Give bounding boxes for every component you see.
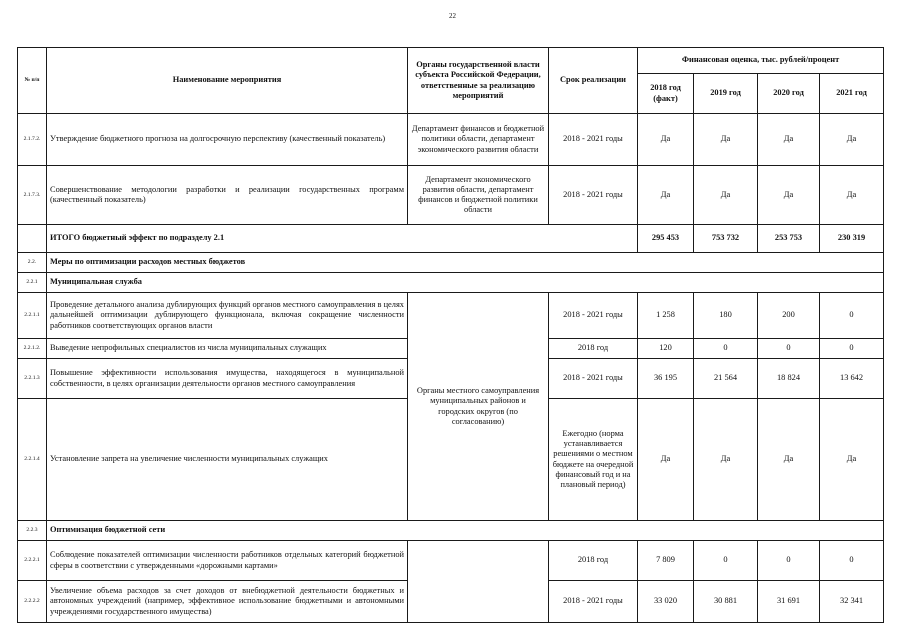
row-num: 2.2.1.4 — [18, 399, 47, 521]
section-num: 2.2.3 — [18, 521, 47, 541]
row-value: 0 — [694, 541, 758, 581]
page-number: 22 — [449, 12, 456, 20]
row-num: 2.2.1.2. — [18, 339, 47, 359]
row-value: 0 — [820, 293, 884, 339]
row-period: 2018 - 2021 годы — [549, 166, 638, 225]
row-value: 0 — [694, 339, 758, 359]
row-num: 2.2.1.3 — [18, 359, 47, 399]
row-value: 7 809 — [638, 541, 694, 581]
row-value: 180 — [694, 293, 758, 339]
row-org: Департамент финансов и бюджетной политики области, департамент экономического развития области — [408, 114, 549, 166]
row-value: 0 — [758, 541, 820, 581]
row-value: 30 881 — [694, 581, 758, 623]
row-value: 18 824 — [758, 359, 820, 399]
total-value: 230 319 — [820, 225, 884, 253]
header-year: 2019 год — [694, 74, 758, 114]
header-name: Наименование мероприятия — [47, 48, 408, 114]
header-year: 2020 год — [758, 74, 820, 114]
row-value: Да — [638, 114, 694, 166]
total-value: 295 453 — [638, 225, 694, 253]
row-period: 2018 - 2021 годы — [549, 114, 638, 166]
header-org: Органы государственной власти субъекта Российской Федерации, ответственные за реализацию мероприятий — [408, 48, 549, 114]
row-name: Утверждение бюджетного прогноза на долгосрочную перспективу (качественный показатель) — [47, 114, 408, 166]
section-title: Меры по оптимизации расходов местных бюджетов — [47, 253, 884, 273]
header-fin: Финансовая оценка, тыс. рублей/процент — [638, 48, 884, 74]
row-value: 200 — [758, 293, 820, 339]
row-value: Да — [638, 166, 694, 225]
row-name: Совершенствование методологии разработки и реализации государственных программ (качественный показатель) — [47, 166, 408, 225]
row-name: Соблюдение показателей оптимизации численности работников отдельных категорий бюджетной сферы в соответствии с утвержденными «дорожными картами» — [47, 541, 408, 581]
total-label: ИТОГО бюджетный эффект по подразделу 2.1 — [47, 225, 638, 253]
row-name: Повышение эффективности использования имущества, находящегося в муниципальной собственности, в целях организации деятельности органов местного самоуправления — [47, 359, 408, 399]
row-period: 2018 - 2021 годы — [549, 581, 638, 623]
header-year: 2018 год (факт) — [638, 74, 694, 114]
section-num: 2.2.1 — [18, 273, 47, 293]
financial-table — [17, 47, 884, 623]
row-name: Проведение детального анализа дублирующих функций органов местного самоуправления в целях дальнейшей оптимизации дублирующего функционала, включая сокращение численности работников соответствующих органов власти — [47, 293, 408, 339]
row-value: 33 020 — [638, 581, 694, 623]
row-value: 0 — [758, 339, 820, 359]
row-period: 2018 год — [549, 541, 638, 581]
header-num: № п/п — [18, 48, 47, 114]
table-row — [18, 293, 884, 339]
row-value: 31 691 — [758, 581, 820, 623]
section-row — [18, 253, 884, 273]
row-num: 2.1.7.3. — [18, 166, 47, 225]
header-year: 2021 год — [820, 74, 884, 114]
total-value: 253 753 — [758, 225, 820, 253]
section-row — [18, 273, 884, 293]
row-name: Выведение непрофильных специалистов из числа муниципальных служащих — [47, 339, 408, 359]
section-row — [18, 521, 884, 541]
row-value: Да — [694, 399, 758, 521]
row-num: 2.2.2.1 — [18, 541, 47, 581]
row-value: 36 195 — [638, 359, 694, 399]
row-value: 21 564 — [694, 359, 758, 399]
section-title: Муниципальная служба — [47, 273, 884, 293]
row-name: Увеличение объема расходов за счет доходов от внебюджетной деятельности бюджетных и автономных учреждений (например, эффективное использование бюджетными и автономными учреждениями государственного имущества) — [47, 581, 408, 623]
table-row — [18, 114, 884, 166]
row-value: Да — [820, 166, 884, 225]
section-num: 2.2. — [18, 253, 47, 273]
row-value: 0 — [820, 541, 884, 581]
row-value: Да — [820, 114, 884, 166]
row-org: Департамент экономического развития области, департамент финансов и бюджетной политики области — [408, 166, 549, 225]
row-value: Да — [694, 114, 758, 166]
row-num: 2.2.1.1 — [18, 293, 47, 339]
row-value: Да — [758, 399, 820, 521]
row-period: 2018 год — [549, 339, 638, 359]
row-period: 2018 - 2021 годы — [549, 359, 638, 399]
row-num: 2.2.2.2 — [18, 581, 47, 623]
row-name: Установление запрета на увеличение численности муниципальных служащих — [47, 399, 408, 521]
header-period: Срок реализации — [549, 48, 638, 114]
merged-org: Органы местного самоуправления муниципальных районов и городских округов (по согласованию) — [408, 293, 549, 521]
row-value: 120 — [638, 339, 694, 359]
table-row — [18, 541, 884, 581]
row-period: Ежегодно (норма устанавливается решениями о местном бюджете на очередной финансовый год и на плановый период) — [549, 399, 638, 521]
table-row — [18, 166, 884, 225]
row-period: 2018 - 2021 годы — [549, 293, 638, 339]
row-value: Да — [694, 166, 758, 225]
row-value: 0 — [820, 339, 884, 359]
org-empty — [408, 541, 549, 623]
header-row — [18, 48, 884, 74]
row-value: Да — [638, 399, 694, 521]
row-value: Да — [758, 114, 820, 166]
row-value: Да — [820, 399, 884, 521]
row-value: 13 642 — [820, 359, 884, 399]
row-value: Да — [758, 166, 820, 225]
section-title: Оптимизация бюджетной сети — [47, 521, 884, 541]
row-value: 1 258 — [638, 293, 694, 339]
total-value: 753 732 — [694, 225, 758, 253]
total-row — [18, 225, 884, 253]
row-value: 32 341 — [820, 581, 884, 623]
row-num: 2.1.7.2. — [18, 114, 47, 166]
